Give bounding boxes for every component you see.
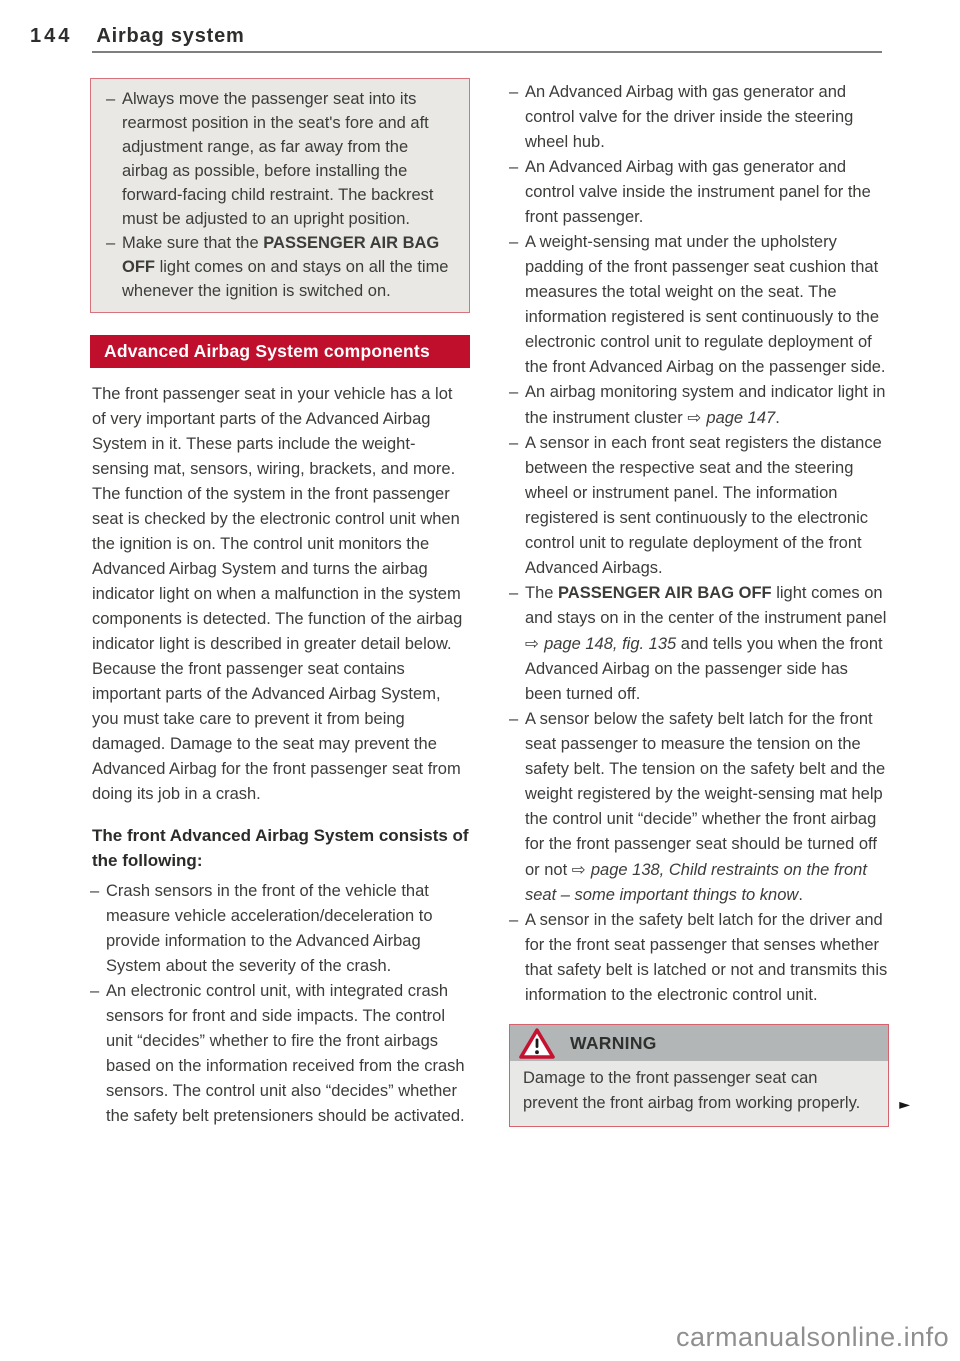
bullet-dash: –	[106, 90, 116, 108]
list-item	[509, 155, 889, 230]
header-rule	[92, 51, 882, 53]
list-item	[509, 80, 889, 155]
bullet-dash: –	[509, 434, 519, 452]
warning-triangle-icon	[519, 1028, 555, 1059]
bullet-text: Make sure that the PASSENGER AIR BAG OFF light comes on and stays on all the time whenever the ignition is switched on.	[122, 234, 449, 300]
section-header-label: Advanced Airbag System components	[104, 341, 430, 361]
bullet-text: A sensor in the safety belt latch for the driver and for the front seat passenger that senses whether that safety belt is latched or not and transmits this information to the electronic control unit.	[525, 911, 888, 1004]
bullet-dash: –	[106, 234, 116, 252]
bullet-dash: –	[509, 584, 519, 602]
bullet-text: An electronic control unit, with integrated crash sensors for front and side impacts. The control unit “decides” whether to fire the front airbags based on the information received from the crash sensors. The control unit also “decides” whether the safety belt pretensioners should be activated.	[106, 982, 465, 1125]
page-title: Airbag system	[96, 25, 245, 47]
bullet-dash: –	[509, 83, 519, 101]
bullet-dash: –	[509, 911, 519, 929]
list-item	[90, 979, 470, 1129]
bullet-text: The PASSENGER AIR BAG OFF light comes on and stays on in the center of the instrument panel ⇨ page 148, fig. 135 and tells you when the front Advanced Airbag on the passenger side has been turned off.	[525, 584, 887, 703]
warning-header	[510, 1025, 888, 1061]
bullet-text: An Advanced Airbag with gas generator and control valve inside the instrument panel for the front passenger.	[525, 158, 871, 226]
intro-paragraph: The front passenger seat in your vehicle has a lot of very important parts of the Advanced Airbag System in it. These parts include the weight-sensing mat, sensors, wiring, brackets, and more. The function of the system in the front passenger seat is checked by the electronic control unit when the ignition is on. The control unit monitors the Advanced Airbag System and turns the airbag indicator light on when a malfunction in the system components is detected. The function of the airbag indicator light is described in greater detail below. Because the front passenger seat contains important parts of the Advanced Airbag System, you must take care to prevent it from being damaged. Damage to the seat may prevent the Advanced Airbag for the front passenger seat from doing its job in a crash.	[92, 385, 463, 803]
section-header-bar	[90, 335, 470, 368]
page-number: 144	[30, 25, 73, 47]
list-item	[509, 380, 889, 431]
watermark: carmanualsonline.info	[676, 1322, 950, 1352]
continuation-arrow-icon: ►	[899, 1097, 910, 1113]
list-item	[90, 879, 470, 979]
list-item	[106, 231, 457, 303]
list-item	[509, 431, 889, 581]
list-item	[509, 908, 889, 1008]
bullet-dash: –	[509, 158, 519, 176]
component-list-left	[90, 879, 470, 1129]
list-item	[509, 230, 889, 380]
bullet-dash: –	[509, 233, 519, 251]
bullet-text: A sensor below the safety belt latch for the front seat passenger to measure the tension on the safety belt. The tension on the safety belt and the weight registered by the weight-sensing mat help the control unit “decide” whether the front airbag for the front passenger seat should be turned off or not ⇨ page 138, Child restraints on the front seat – some important things to know.	[525, 710, 886, 904]
bullet-dash: –	[90, 982, 100, 1000]
page-header	[30, 25, 245, 48]
bullet-text: A weight-sensing mat under the upholstery padding of the front passenger seat cushion that measures the total weight on the seat. The information registered is sent continuously to the electronic control unit to regulate deployment of the front Advanced Airbag on the passenger side.	[525, 233, 886, 376]
list-item	[106, 87, 457, 231]
bullet-dash: –	[90, 882, 100, 900]
list-item	[509, 581, 889, 707]
warning-box	[509, 1024, 910, 1127]
bullet-text: An airbag monitoring system and indicator light in the instrument cluster ⇨ page 147.	[525, 383, 886, 427]
list-item	[509, 707, 889, 908]
note-box	[90, 78, 470, 313]
right-column	[509, 80, 910, 1127]
left-column	[90, 78, 470, 1129]
bullet-dash: –	[509, 710, 519, 728]
bullet-dash: –	[509, 383, 519, 401]
component-list-right	[509, 80, 889, 1008]
warning-title: WARNING	[570, 1032, 657, 1053]
bullet-text: An Advanced Airbag with gas generator and control valve for the driver inside the steering wheel hub.	[525, 83, 854, 151]
bullet-text: Crash sensors in the front of the vehicle that measure vehicle acceleration/deceleration to provide information to the Advanced Airbag System about the severity of the crash.	[106, 882, 433, 975]
subheading: The front Advanced Airbag System consists of the following:	[92, 826, 469, 870]
warning-body: Damage to the front passenger seat can prevent the front airbag from working properly.	[510, 1061, 888, 1126]
bullet-text: A sensor in each front seat registers the distance between the respective seat and the steering wheel or instrument panel. The information registered is sent continuously to the electronic control unit to regulate deployment of the front Advanced Airbags.	[525, 434, 882, 577]
bullet-text: Always move the passenger seat into its rearmost position in the seat's fore and aft adjustment range, as far away from the airbag as possible, before installing the forward-facing child restraint. The backrest must be adjusted to an upright position.	[122, 90, 434, 228]
